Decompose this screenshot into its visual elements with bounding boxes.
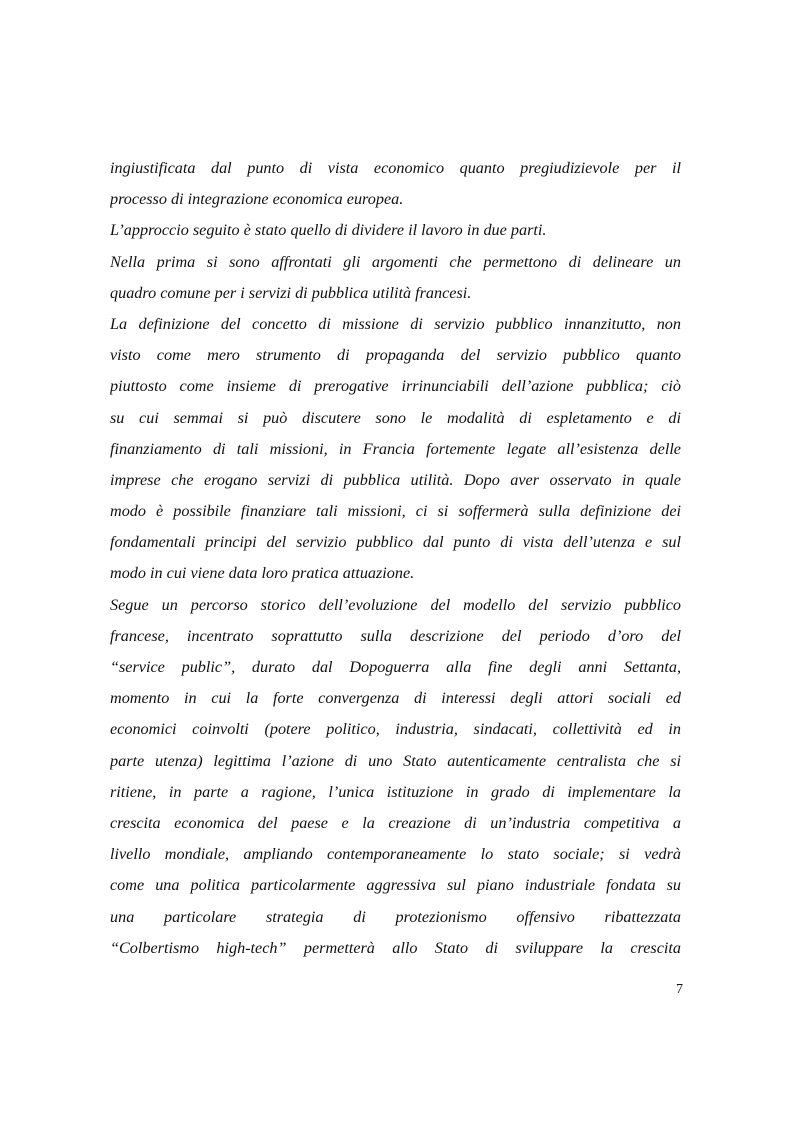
text-line: modo è possibile finanziare tali missioni, ci si soffermerà sulla definizione dei (110, 502, 681, 521)
text-line: fondamentali principi del servizio pubblico dal punto di vista dell’utenza e sul (110, 533, 681, 552)
text-line: La definizione del concetto di missione di servizio pubblico innanzitutto, non (110, 314, 681, 333)
text-line: ritiene, in parte a ragione, l’unica istituzione in grado di implementare la (110, 782, 681, 801)
text-line: su cui semmai si può discutere sono le modalità di espletamento e di (110, 408, 681, 427)
body-text (110, 153, 681, 964)
text-line: crescita economica del paese e la creazione di un’industria competitiva a (110, 813, 681, 832)
text-line: “service public”, durato dal Dopoguerra alla fine degli anni Settanta, (110, 658, 681, 676)
text-line: processo di integrazione economica europea. (110, 190, 404, 209)
text-line: parte utenza) legittima l’azione di uno Stato autenticamente centralista che si (110, 751, 681, 770)
text-line: imprese che erogano servizi di pubblica utilità. Dopo aver osservato in quale (110, 470, 681, 489)
text-line: piuttosto come insieme di prerogative irrinunciabili dell’azione pubblica; ciò (110, 377, 681, 396)
text-line: modo in cui viene data loro pratica attuazione. (110, 564, 415, 583)
text-line: Segue un percorso storico dell’evoluzione del modello del servizio pubblico (110, 595, 681, 614)
text-line: livello mondiale, ampliando contemporaneamente lo stato sociale; si vedrà (110, 845, 681, 864)
text-line: francese, incentrato soprattutto sulla descrizione del periodo d’oro del (110, 626, 681, 645)
text-line: L’approccio seguito è stato quello di dividere il lavoro in due parti. (110, 221, 547, 240)
text-line: visto come mero strumento di propaganda del servizio pubblico quanto (110, 346, 681, 365)
text-line: Nella prima si sono affrontati gli argomenti che permettono di delineare un (110, 252, 681, 271)
text-line: momento in cui la forte convergenza di interessi degli attori sociali ed (110, 689, 681, 708)
text-line: come una politica particolarmente aggressiva sul piano industriale fondata su (110, 876, 681, 895)
page-number: 7 (676, 982, 683, 997)
text-line: “Colbertismo high-tech” permetterà allo Stato di sviluppare la crescita (110, 938, 681, 957)
text-line: una particolare strategia di protezionismo offensivo ribattezzata (110, 907, 681, 926)
text-line: economici coinvolti (potere politico, industria, sindacati, collettività ed in (110, 720, 681, 739)
text-line: quadro comune per i servizi di pubblica utilità francesi. (110, 283, 472, 302)
text-line: ingiustificata dal punto di vista economico quanto pregiudizievole per il (110, 159, 681, 177)
text-line: finanziamento di tali missioni, in Francia fortemente legate all’esistenza delle (110, 439, 681, 458)
